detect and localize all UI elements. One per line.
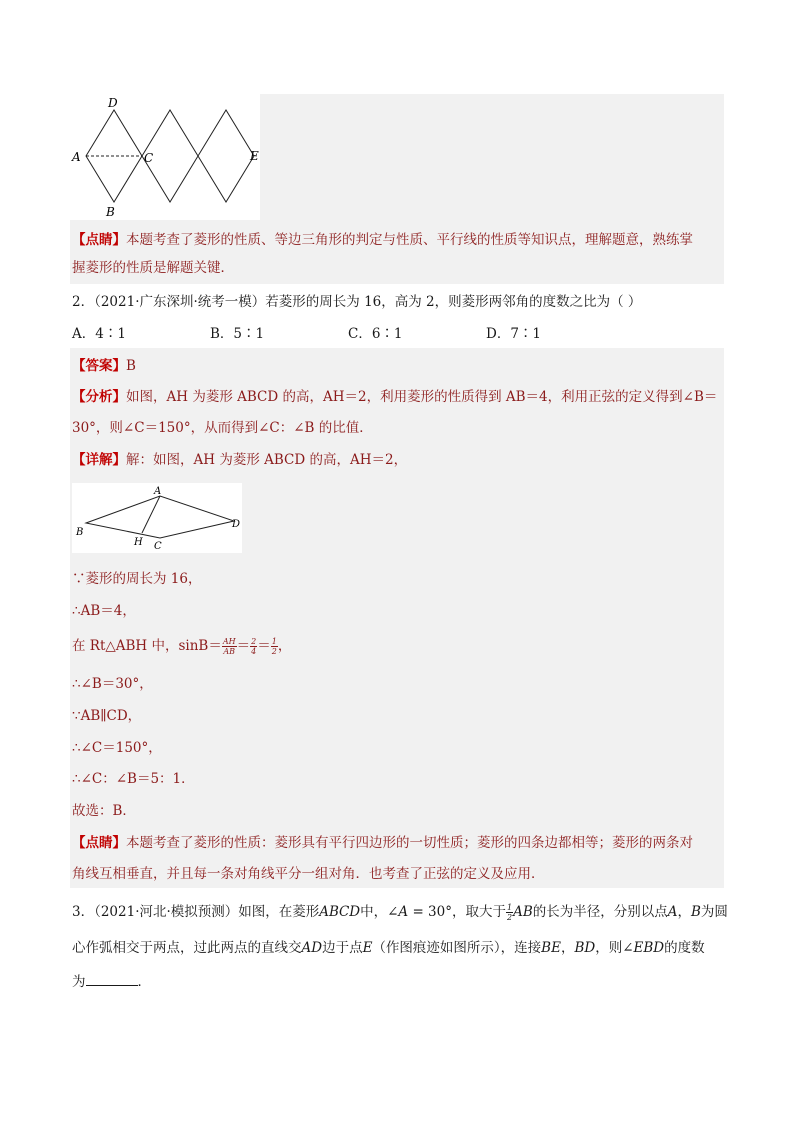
fraction-1-2: $\frac{1}{2}$ [271, 637, 277, 656]
label-h: H [134, 537, 143, 548]
point-e: E [250, 149, 259, 163]
point-d: D [108, 96, 118, 110]
q2-step-4: ∴∠B＝30°， [72, 676, 153, 692]
fraction-ah-ab: $\frac{AH}{AB}$ [222, 637, 236, 656]
fraction-2-4: $\frac{2}{4}$ [251, 637, 257, 656]
label-c: C [154, 541, 162, 552]
q2-fenxi-line1: 【分析】如图，AH 为菱形 ABCD 的高，AH＝2，利用菱形的性质得到 AB＝4，利用正弦的定义得到∠B＝ [72, 389, 718, 405]
q2-step-3: 在 Rt△ABH 中，sinB＝ $\frac{AH}{AB}$ ＝ $\frac{2}{4}$ ＝ $\frac{1}{2}$ ， [72, 637, 292, 656]
label-a: A [154, 486, 162, 497]
q2-stem: 2．（2021·广东深圳·统考一模）若菱形的周长为 16，高为 2，则菱形两邻角的度数之比为（ ） [72, 294, 642, 310]
fraction-half: $\frac{1}{2}$ [506, 903, 513, 922]
prev-dianjing-line2: 握菱形的性质是解题关键． [72, 260, 234, 276]
label-b: B [76, 527, 84, 538]
rhombus-abcd-figure [72, 483, 242, 553]
q2-xiangjie-line1: 【详解】解：如图，AH 为菱形 ABCD 的高，AH＝2， [72, 452, 408, 468]
q2-step-7: ∴∠C：∠B＝5：1． [72, 771, 195, 787]
rhombus-abcd-svg [72, 483, 242, 553]
rhombus-abcd [86, 496, 234, 538]
prev-dianjing-line1: 【点睛】本题考查了菱形的性质、等边三角形的判定与性质、平行线的性质等知识点，理解题意，熟练掌 [72, 232, 693, 248]
q2-step-8: 故选：B． [72, 803, 136, 819]
q2-step-5: ∵AB∥CD， [72, 708, 142, 724]
q2-fenxi-line2: 30°，则∠C＝150°，从而得到∠C：∠B 的比值． [72, 420, 373, 436]
rhombus-3 [198, 110, 254, 202]
dianjing-tag: 【点睛】 [72, 232, 126, 248]
q2-option-d: D．7∶1 [486, 326, 542, 342]
q2-dianjing-line2: 角线互相垂直，并且每一条对角线平分一组对角．也考查了正弦的定义及应用． [72, 866, 545, 882]
q3-line2: 心作弧相交于两点，过此两点的直线交𝐴𝐷边于点𝐸（作图痕迹如图所示），连接𝐵𝐸，𝐵𝐷，则∠𝐸𝐵𝐷的度数 [72, 940, 705, 956]
rhombus-chain-svg [70, 94, 260, 220]
q2-option-b: B．5∶1 [210, 326, 265, 342]
label-d: D [232, 519, 241, 530]
q2-dianjing-line1: 【点睛】本题考查了菱形的性质：菱形具有平行四边形的一切性质；菱形的四条边都相等；菱形的两条对 [72, 835, 693, 851]
q3-line3: 为 ． [72, 971, 724, 992]
point-b: B [106, 205, 115, 219]
q3-line1: 3．（2021·河北·模拟预测）如图，在菱形𝐴𝐵𝐶𝐷中，∠𝐴 = 30°，取大于 $\frac{1}{2}$ 𝐴𝐵的长为半径，分别以点𝐴，𝐵为圆 [72, 903, 728, 922]
q2-step-6: ∴∠C＝150°， [72, 740, 162, 756]
rhombus-chain-figure [70, 94, 260, 220]
answer-blank[interactable] [86, 971, 138, 986]
q2-step-2: ∴AB＝4， [72, 603, 136, 619]
q2-step-1: ∵菱形的周长为 16， [72, 571, 202, 587]
q2-option-c: C．6∶1 [348, 326, 403, 342]
point-a: A [72, 150, 81, 164]
q2-answer: 【答案】B [72, 358, 136, 374]
point-c: C [144, 151, 154, 165]
q2-option-a: A．4∶1 [72, 326, 126, 342]
